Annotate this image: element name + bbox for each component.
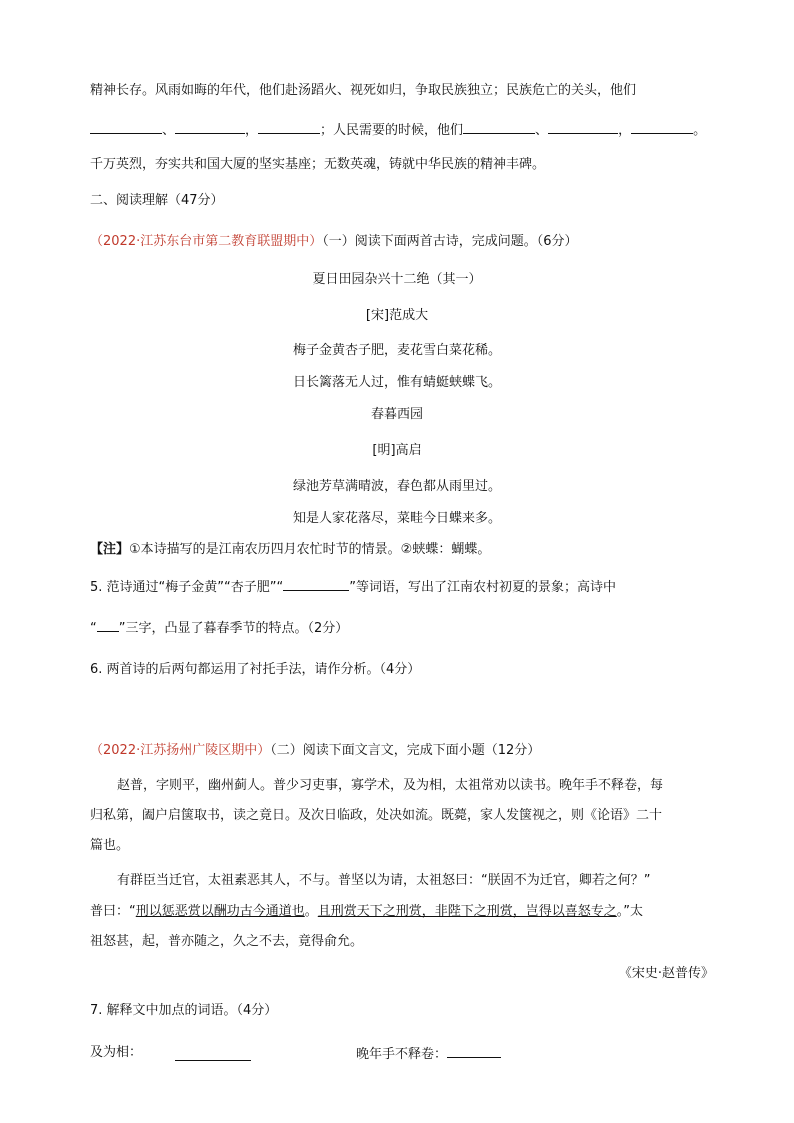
prose-line: 祖怒甚，起，普亦随之，久之不去，竟得俞允。	[90, 934, 364, 949]
poem-line: 绿池芳草满晴波，春色都从雨里过。	[292, 479, 501, 494]
section-heading: 二、阅读理解（47分）	[90, 193, 224, 208]
question-6: 6. 两首诗的后两句都运用了衬托手法，请作分析。（4分）	[90, 662, 421, 677]
prose-line: 赵普，字则平，幽州蓟人。普少习吏事，寡学术，及为相，太祖常劝以读书。晚年手不释卷，每	[117, 778, 664, 793]
prose-line: 有群臣当迁官，太祖素恶其人，不与。普坚以为请，太祖怒曰：“朕固不为迁官，卿若之何？”	[117, 873, 651, 888]
answer-blank[interactable]	[463, 119, 535, 134]
underlined-sentence: 且刑赏天下之刑赏，非陛下之刑赏，岂得以喜怒专之	[317, 904, 617, 919]
prose-text: 。	[304, 904, 318, 919]
note	[90, 540, 490, 560]
passage-text: ；人民需要的时候，他们	[320, 123, 464, 138]
fill-blank-line	[90, 119, 706, 141]
poem-author: [宋]范成大	[365, 308, 429, 323]
prose-line-punctuate	[90, 902, 643, 922]
separator: 。	[693, 123, 707, 138]
separator: 、	[162, 123, 176, 138]
answer-blank[interactable]	[447, 1043, 501, 1058]
poem-title: 春暮西园	[370, 407, 423, 422]
source-label: （2022·江苏东台市第二教育联盟期中）	[90, 234, 323, 249]
prose-line: 篇也。	[90, 838, 130, 853]
passage-line-1: 精神长存。风雨如晦的年代，他们赴汤蹈火、视死如归，争取民族独立；民族危亡的关头，他们	[90, 83, 637, 98]
question-5-cont	[90, 617, 348, 639]
term-label: 晚年手不释卷：	[356, 1047, 448, 1062]
question-7: 7. 解释文中加点的词语。（4分）	[90, 1003, 278, 1018]
note-text: ①本诗描写的是江南农历四月农忙时节的情景。②蛱蝶：蝴蝶。	[129, 542, 491, 557]
underlined-sentence: 刑以惩恶赏以酬功古今通道也	[135, 904, 305, 919]
separator: 、	[535, 123, 549, 138]
prose-source: 《宋史·赵普传》	[618, 966, 714, 981]
answer-blank[interactable]	[283, 576, 349, 591]
instruction: （一）阅读下面两首古诗，完成问题。（6分）	[322, 234, 578, 249]
passage-line-3: 千万英烈，夯实共和国大厦的坚实基座；无数英魂，铸就中华民族的精神丰碑。	[90, 157, 546, 172]
prose-text: 普曰：“	[90, 904, 136, 919]
answer-blank[interactable]	[90, 119, 162, 134]
term-label: 及为相：	[90, 1045, 143, 1060]
poem-line: 知是人家花落尽，菜畦今日蝶来多。	[292, 511, 501, 526]
answer-blank[interactable]	[631, 119, 693, 134]
question-text: “	[90, 621, 97, 636]
answer-blank[interactable]	[175, 1046, 251, 1061]
instruction: （二）阅读下面文言文，完成下面小题（12分）	[270, 743, 541, 758]
separator: ，	[245, 123, 259, 138]
prose-text: 。”太	[616, 904, 644, 919]
separator: ，	[618, 123, 632, 138]
question-text: ”三字，凸显了暮春季节的特点。（2分）	[118, 621, 349, 636]
q7-item-a	[90, 1043, 142, 1063]
note-tag: 【注】	[90, 542, 130, 557]
question-text: 5. 范诗通过“梅子金黄”“杏子肥”“	[90, 580, 284, 595]
answer-blank[interactable]	[258, 119, 320, 134]
question-group-a	[90, 232, 578, 252]
question-5	[90, 576, 616, 598]
question-text: ”等词语，写出了江南农村初夏的景象；高诗中	[349, 580, 616, 595]
poem-line: 日长篱落无人过，惟有蜻蜓蛱蝶飞。	[292, 375, 501, 390]
prose-line: 归私第，阖户启箧取书，读之竟日。及次日临政，处决如流。既薨，家人发箧视之，则《论语》二十	[90, 808, 663, 823]
poem-title: 夏日田园杂兴十二绝（其一）	[312, 272, 482, 287]
poem-line: 梅子金黄杏子肥，麦花雪白菜花稀。	[292, 343, 501, 358]
q7-item-b	[356, 1043, 501, 1065]
source-label: （2022·江苏扬州广陵区期中）	[90, 743, 271, 758]
question-group-b	[90, 741, 540, 761]
answer-blank[interactable]	[175, 119, 245, 134]
answer-blank[interactable]	[548, 119, 618, 134]
poem-author: [明]高启	[372, 443, 422, 458]
answer-blank[interactable]	[97, 617, 119, 632]
